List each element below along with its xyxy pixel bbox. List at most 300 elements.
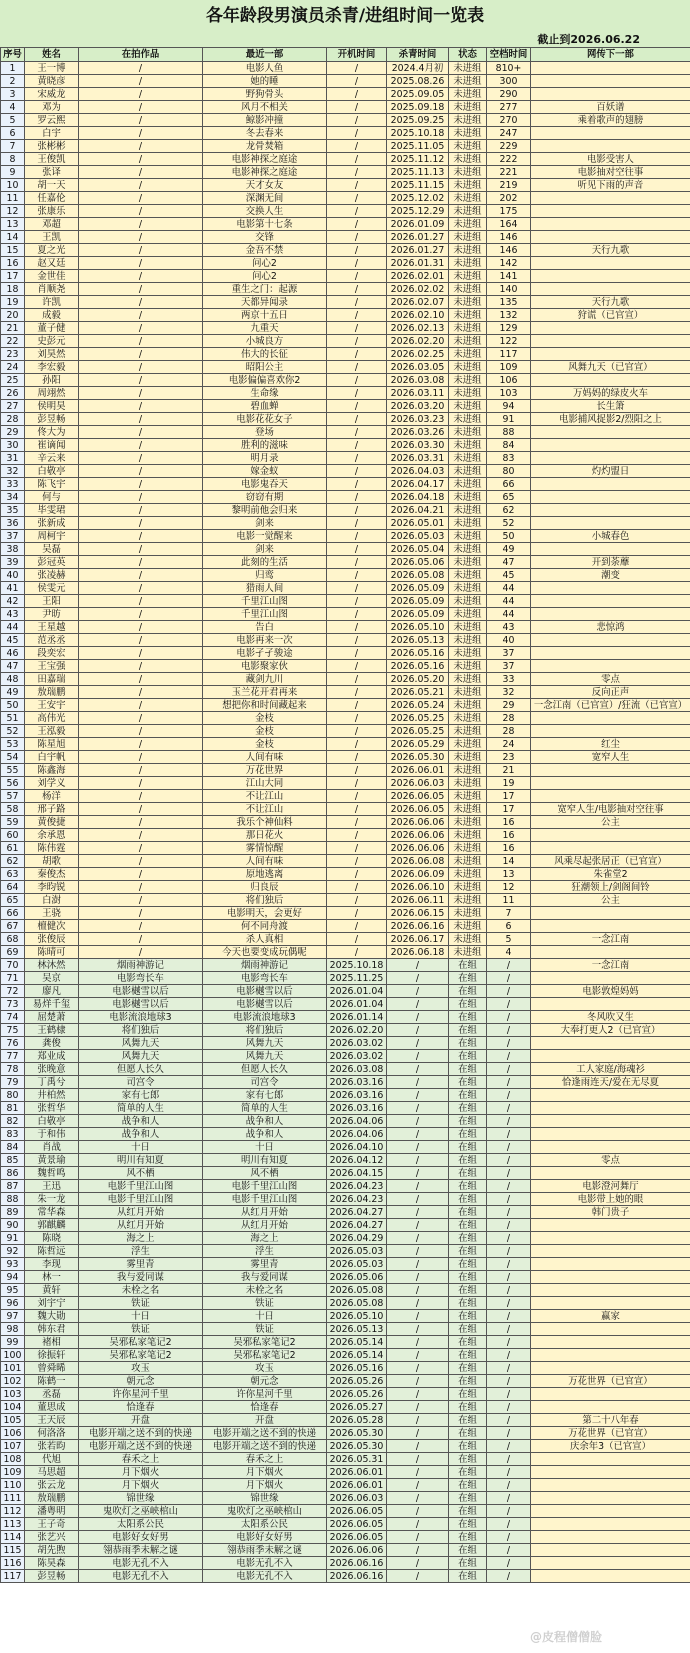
table-row — [1, 439, 690, 452]
table-row — [1, 907, 690, 920]
table-row — [1, 764, 690, 777]
cell-gap: / — [487, 1258, 531, 1271]
cell-current-work: 春禾之上 — [79, 1453, 203, 1466]
cell-gap: / — [487, 1310, 531, 1323]
cell-current-work: 电影好女好男 — [79, 1531, 203, 1544]
cell-start-time: 2026.05.13 — [327, 1323, 387, 1336]
cell-name: 王安宇 — [25, 699, 79, 712]
cell-next-rumored — [531, 1089, 690, 1102]
cell-name: 毕雯珺 — [25, 504, 79, 517]
cell-name: 夏之光 — [25, 244, 79, 257]
cell-current-work: 战争和人 — [79, 1115, 203, 1128]
cell-start-time: 2026.05.08 — [327, 1297, 387, 1310]
cell-start-time: / — [327, 374, 387, 387]
cell-start-time: / — [327, 127, 387, 140]
cell-name: 于和伟 — [25, 1128, 79, 1141]
cell-start-time: 2026.04.27 — [327, 1206, 387, 1219]
cell-current-work: 未栓之名 — [79, 1284, 203, 1297]
cell-wrap-time: 2026.02.07 — [387, 296, 449, 309]
cell-start-time: / — [327, 920, 387, 933]
cell-gap: 16 — [487, 816, 531, 829]
cell-wrap-time: / — [387, 1492, 449, 1505]
table-row — [1, 530, 690, 543]
cell-gap: / — [487, 1037, 531, 1050]
cell-name: 陈鑫海 — [25, 764, 79, 777]
cell-name: 陈伟霆 — [25, 842, 79, 855]
cell-gap: 83 — [487, 452, 531, 465]
table-row — [1, 1063, 690, 1076]
cell-name: 刘学义 — [25, 777, 79, 790]
cell-status: 未进组 — [449, 283, 487, 296]
cell-next-rumored — [531, 660, 690, 673]
cell-status: 未进组 — [449, 205, 487, 218]
cell-next-rumored — [531, 140, 690, 153]
cell-current-work: 太阳系公民 — [79, 1518, 203, 1531]
cell-status: 在组 — [449, 1141, 487, 1154]
cell-status: 在组 — [449, 1050, 487, 1063]
cell-latest-work: 杀人真相 — [203, 933, 327, 946]
cell-next-rumored: 公主 — [531, 816, 690, 829]
cell-current-work: / — [79, 205, 203, 218]
cell-current-work: 铁证 — [79, 1297, 203, 1310]
cell-name: 宋威龙 — [25, 88, 79, 101]
cell-latest-work: 铁证 — [203, 1323, 327, 1336]
cell-index: 114 — [1, 1531, 25, 1544]
cell-name: 段奕宏 — [25, 647, 79, 660]
cell-start-time: 2026.02.20 — [327, 1024, 387, 1037]
cell-current-work: 风舞九天 — [79, 1050, 203, 1063]
cell-current-work: / — [79, 504, 203, 517]
cell-index: 39 — [1, 556, 25, 569]
cell-start-time: / — [327, 855, 387, 868]
cell-index: 17 — [1, 270, 25, 283]
cell-latest-work: 电影千里江山图 — [203, 1180, 327, 1193]
cell-index: 76 — [1, 1037, 25, 1050]
cell-current-work: 翎恭雨季未解之谜 — [79, 1544, 203, 1557]
cell-wrap-time: / — [387, 1024, 449, 1037]
cell-name: 张哲华 — [25, 1102, 79, 1115]
cell-latest-work: 原地逃离 — [203, 868, 327, 881]
cell-wrap-time: / — [387, 1076, 449, 1089]
cell-name: 魏哲鸣 — [25, 1167, 79, 1180]
cell-name: 张艺兴 — [25, 1531, 79, 1544]
cell-wrap-time: 2026.03.23 — [387, 413, 449, 426]
cell-current-work: 十日 — [79, 1310, 203, 1323]
table-row — [1, 75, 690, 88]
cell-current-work: / — [79, 582, 203, 595]
cell-gap: / — [487, 1557, 531, 1570]
cell-next-rumored: 万花世界（已官宣） — [531, 1427, 690, 1440]
cell-start-time: / — [327, 192, 387, 205]
cell-start-time: / — [327, 660, 387, 673]
cell-latest-work: 月下烟火 — [203, 1479, 327, 1492]
cell-latest-work: 登场 — [203, 426, 327, 439]
table-row — [1, 595, 690, 608]
cell-latest-work: 铁证 — [203, 1297, 327, 1310]
cell-index: 45 — [1, 634, 25, 647]
cell-latest-work: 鲸影冲撞 — [203, 114, 327, 127]
cell-name: 田嘉瑞 — [25, 673, 79, 686]
table-row — [1, 712, 690, 725]
table-row — [1, 1037, 690, 1050]
cell-name: 肖顺尧 — [25, 283, 79, 296]
cell-index: 6 — [1, 127, 25, 140]
cell-latest-work: 明川有知夏 — [203, 1154, 327, 1167]
table-row — [1, 1401, 690, 1414]
cell-start-time: / — [327, 88, 387, 101]
cell-index: 37 — [1, 530, 25, 543]
cell-index: 74 — [1, 1011, 25, 1024]
cell-start-time: / — [327, 712, 387, 725]
cell-index: 85 — [1, 1154, 25, 1167]
cell-latest-work: 龙骨焚箱 — [203, 140, 327, 153]
cell-start-time: / — [327, 439, 387, 452]
cell-start-time: 2026.05.03 — [327, 1245, 387, 1258]
cell-status: 未进组 — [449, 62, 487, 75]
cell-next-rumored: 一念江南 — [531, 933, 690, 946]
cell-status: 在组 — [449, 1518, 487, 1531]
cell-status: 在组 — [449, 1336, 487, 1349]
cell-name: 白宇 — [25, 127, 79, 140]
cell-index: 54 — [1, 751, 25, 764]
cell-start-time: 2026.06.05 — [327, 1518, 387, 1531]
cell-index: 99 — [1, 1336, 25, 1349]
cell-next-rumored — [531, 1570, 690, 1583]
cell-status: 未进组 — [449, 322, 487, 335]
cell-wrap-time: 2026.05.29 — [387, 738, 449, 751]
cell-name: 王凯 — [25, 231, 79, 244]
cell-gap: 28 — [487, 725, 531, 738]
cell-start-time: / — [327, 777, 387, 790]
cell-start-time: / — [327, 231, 387, 244]
cell-status: 未进组 — [449, 543, 487, 556]
cell-gap: / — [487, 998, 531, 1011]
cell-wrap-time: 2026.05.21 — [387, 686, 449, 699]
cell-latest-work: 金枝 — [203, 738, 327, 751]
cell-latest-work: 翎恭雨季未解之谜 — [203, 1544, 327, 1557]
cell-status: 未进组 — [449, 270, 487, 283]
cell-gap: 94 — [487, 400, 531, 413]
cell-status: 未进组 — [449, 660, 487, 673]
cell-name: 刘昊然 — [25, 348, 79, 361]
cell-start-time: 2026.05.06 — [327, 1271, 387, 1284]
table-body — [1, 62, 690, 1583]
cell-start-time: / — [327, 647, 387, 660]
cell-current-work: 我与爱同谋 — [79, 1271, 203, 1284]
cell-name: 张译 — [25, 166, 79, 179]
cell-latest-work: 电影明天，会更好 — [203, 907, 327, 920]
cell-index: 109 — [1, 1466, 25, 1479]
cell-index: 33 — [1, 478, 25, 491]
cell-gap: / — [487, 1336, 531, 1349]
cell-start-time: 2025.10.18 — [327, 959, 387, 972]
table-row — [1, 374, 690, 387]
cell-gap: / — [487, 1570, 531, 1583]
cell-current-work: 鬼吹灯之巫峡棺山 — [79, 1505, 203, 1518]
cell-gap: 66 — [487, 478, 531, 491]
cell-next-rumored — [531, 1037, 690, 1050]
cell-current-work: / — [79, 738, 203, 751]
cell-current-work: / — [79, 192, 203, 205]
table-row — [1, 959, 690, 972]
cell-next-rumored: 天行九歌 — [531, 244, 690, 257]
cell-name: 黄景瑜 — [25, 1154, 79, 1167]
cell-name: 丞磊 — [25, 1388, 79, 1401]
cell-wrap-time: 2026.02.20 — [387, 335, 449, 348]
cell-wrap-time: 2026.05.09 — [387, 608, 449, 621]
cell-latest-work: 交锋 — [203, 231, 327, 244]
cell-status: 在组 — [449, 1063, 487, 1076]
cell-current-work: 战争和人 — [79, 1128, 203, 1141]
cell-wrap-time: / — [387, 1388, 449, 1401]
table-row — [1, 1544, 690, 1557]
schedule-table — [0, 47, 690, 1583]
cell-wrap-time: 2026.05.25 — [387, 712, 449, 725]
cell-gap: 146 — [487, 244, 531, 257]
cell-current-work: / — [79, 348, 203, 361]
cell-latest-work: 胜利的滋味 — [203, 439, 327, 452]
cell-latest-work: 金枝 — [203, 712, 327, 725]
cell-index: 56 — [1, 777, 25, 790]
table-row — [1, 1505, 690, 1518]
cell-index: 50 — [1, 699, 25, 712]
cell-name: 胡一天 — [25, 179, 79, 192]
cell-name: 王天辰 — [25, 1414, 79, 1427]
cell-start-time: / — [327, 725, 387, 738]
cell-next-rumored — [531, 1362, 690, 1375]
cell-status: 在组 — [449, 959, 487, 972]
cell-name: 董思成 — [25, 1401, 79, 1414]
cell-gap: / — [487, 1349, 531, 1362]
cell-gap: / — [487, 1180, 531, 1193]
cell-current-work: 但愿人长久 — [79, 1063, 203, 1076]
cell-next-rumored: 电影抽对空往事 — [531, 166, 690, 179]
cell-start-time: 2026.05.26 — [327, 1375, 387, 1388]
cell-start-time: 2026.03.02 — [327, 1037, 387, 1050]
cell-gap: / — [487, 959, 531, 972]
cell-status: 未进组 — [449, 764, 487, 777]
table-row — [1, 257, 690, 270]
table-row — [1, 127, 690, 140]
cell-next-rumored — [531, 270, 690, 283]
cell-status: 在组 — [449, 1193, 487, 1206]
cell-name: 张云龙 — [25, 1479, 79, 1492]
table-row — [1, 348, 690, 361]
cell-index: 110 — [1, 1479, 25, 1492]
cell-wrap-time: 2026.02.02 — [387, 283, 449, 296]
cell-wrap-time: 2026.06.18 — [387, 946, 449, 959]
table-row — [1, 205, 690, 218]
cell-name: 王星越 — [25, 621, 79, 634]
cell-status: 未进组 — [449, 465, 487, 478]
cell-status: 在组 — [449, 1401, 487, 1414]
cell-latest-work: 嫁金蚁 — [203, 465, 327, 478]
cell-next-rumored: 红尘 — [531, 738, 690, 751]
cell-next-rumored — [531, 1336, 690, 1349]
cell-next-rumored — [531, 920, 690, 933]
cell-index: 21 — [1, 322, 25, 335]
table-row — [1, 738, 690, 751]
cell-index: 59 — [1, 816, 25, 829]
cell-gap: / — [487, 1375, 531, 1388]
cell-name: 白宇帆 — [25, 751, 79, 764]
table-row — [1, 1557, 690, 1570]
cell-gap: 103 — [487, 387, 531, 400]
cell-gap: / — [487, 1297, 531, 1310]
cell-wrap-time: 2026.04.18 — [387, 491, 449, 504]
cell-index: 98 — [1, 1323, 25, 1336]
cell-next-rumored — [531, 88, 690, 101]
table-row — [1, 621, 690, 634]
cell-index: 9 — [1, 166, 25, 179]
cell-latest-work: 电影再来一次 — [203, 634, 327, 647]
cell-status: 在组 — [449, 1557, 487, 1570]
cell-next-rumored: 长生箫 — [531, 400, 690, 413]
table-row — [1, 400, 690, 413]
cell-current-work: 吴邪私家笔记2 — [79, 1349, 203, 1362]
cell-status: 未进组 — [449, 452, 487, 465]
cell-gap: 16 — [487, 842, 531, 855]
cell-next-rumored: 赢家 — [531, 1310, 690, 1323]
cell-status: 未进组 — [449, 114, 487, 127]
cell-current-work: / — [79, 218, 203, 231]
cell-latest-work: 太阳系公民 — [203, 1518, 327, 1531]
cell-status: 在组 — [449, 1206, 487, 1219]
cell-gap: 24 — [487, 738, 531, 751]
cell-next-rumored — [531, 1453, 690, 1466]
header-wrap-time: 杀青时间 — [387, 48, 449, 62]
cell-start-time: / — [327, 517, 387, 530]
cell-start-time: / — [327, 361, 387, 374]
cell-index: 115 — [1, 1544, 25, 1557]
cell-start-time: / — [327, 309, 387, 322]
table-row — [1, 231, 690, 244]
cell-status: 未进组 — [449, 361, 487, 374]
cell-name: 易烊千玺 — [25, 998, 79, 1011]
cell-index: 55 — [1, 764, 25, 777]
header-row — [1, 48, 690, 62]
cell-latest-work: 电影弯长车 — [203, 972, 327, 985]
cell-gap: 6 — [487, 920, 531, 933]
cell-wrap-time: 2026.04.21 — [387, 504, 449, 517]
cell-current-work: 电影千里江山图 — [79, 1180, 203, 1193]
cell-current-work: / — [79, 543, 203, 556]
cell-name: 张新成 — [25, 517, 79, 530]
cell-index: 10 — [1, 179, 25, 192]
cell-next-rumored — [531, 1115, 690, 1128]
cell-wrap-time: 2026.05.25 — [387, 725, 449, 738]
cell-index: 40 — [1, 569, 25, 582]
cell-next-rumored: 灼灼盟日 — [531, 465, 690, 478]
cell-wrap-time: / — [387, 972, 449, 985]
cell-next-rumored: 天行九歌 — [531, 296, 690, 309]
cell-index: 47 — [1, 660, 25, 673]
cell-index: 104 — [1, 1401, 25, 1414]
table-row — [1, 465, 690, 478]
cell-gap: 40 — [487, 634, 531, 647]
cell-name: 林一 — [25, 1271, 79, 1284]
cell-start-time: 2026.03.08 — [327, 1063, 387, 1076]
cell-wrap-time: / — [387, 1401, 449, 1414]
cell-start-time: / — [327, 634, 387, 647]
cell-status: 在组 — [449, 1414, 487, 1427]
cell-current-work: 电影樾雪以后 — [79, 985, 203, 998]
cell-index: 35 — [1, 504, 25, 517]
cell-next-rumored — [531, 1297, 690, 1310]
cell-name: 陈晓 — [25, 1232, 79, 1245]
cell-next-rumored — [531, 192, 690, 205]
cell-next-rumored: 反向正声 — [531, 686, 690, 699]
cell-next-rumored: 韩门贵子 — [531, 1206, 690, 1219]
table-row — [1, 803, 690, 816]
cell-index: 5 — [1, 114, 25, 127]
cell-index: 83 — [1, 1128, 25, 1141]
cell-index: 107 — [1, 1440, 25, 1453]
cell-gap: 65 — [487, 491, 531, 504]
cell-wrap-time: / — [387, 1466, 449, 1479]
cell-start-time: / — [327, 400, 387, 413]
cell-index: 31 — [1, 452, 25, 465]
cell-index: 15 — [1, 244, 25, 257]
cell-index: 96 — [1, 1297, 25, 1310]
cell-index: 78 — [1, 1063, 25, 1076]
cell-gap: 45 — [487, 569, 531, 582]
cell-status: 未进组 — [449, 530, 487, 543]
cell-name: 彭昱畅 — [25, 1570, 79, 1583]
cell-current-work: / — [79, 400, 203, 413]
cell-wrap-time: / — [387, 1531, 449, 1544]
cell-start-time: 2026.04.06 — [327, 1115, 387, 1128]
cell-latest-work: 剑来 — [203, 517, 327, 530]
cell-name: 褚相 — [25, 1336, 79, 1349]
cell-status: 在组 — [449, 1258, 487, 1271]
cell-index: 14 — [1, 231, 25, 244]
cell-current-work: / — [79, 712, 203, 725]
cell-gap: 62 — [487, 504, 531, 517]
cell-start-time: / — [327, 335, 387, 348]
cell-index: 61 — [1, 842, 25, 855]
cell-latest-work: 电影樾雪以后 — [203, 985, 327, 998]
cell-index: 90 — [1, 1219, 25, 1232]
cell-wrap-time: 2026.03.30 — [387, 439, 449, 452]
cell-current-work: 烟雨神游记 — [79, 959, 203, 972]
cell-latest-work: 风月不相关 — [203, 101, 327, 114]
cell-name: 敖瑞鹏 — [25, 1492, 79, 1505]
cell-wrap-time: / — [387, 1089, 449, 1102]
cell-name: 王宝强 — [25, 660, 79, 673]
cell-status: 在组 — [449, 1427, 487, 1440]
cell-status: 未进组 — [449, 556, 487, 569]
table-row — [1, 686, 690, 699]
cell-index: 100 — [1, 1349, 25, 1362]
cell-name: 王泓毅 — [25, 725, 79, 738]
cell-status: 未进组 — [449, 504, 487, 517]
cell-gap: 146 — [487, 231, 531, 244]
cell-index: 48 — [1, 673, 25, 686]
cell-status: 未进组 — [449, 816, 487, 829]
cell-index: 75 — [1, 1024, 25, 1037]
cell-latest-work: 电影无孔不入 — [203, 1570, 327, 1583]
cell-start-time: / — [327, 582, 387, 595]
cell-next-rumored — [531, 504, 690, 517]
table-row — [1, 1219, 690, 1232]
cell-current-work: 电影弯长车 — [79, 972, 203, 985]
cell-next-rumored — [531, 725, 690, 738]
cell-current-work: / — [79, 751, 203, 764]
cell-gap: 290 — [487, 88, 531, 101]
cell-name: 范丞丞 — [25, 634, 79, 647]
cell-latest-work: 吴邪私家笔记2 — [203, 1349, 327, 1362]
